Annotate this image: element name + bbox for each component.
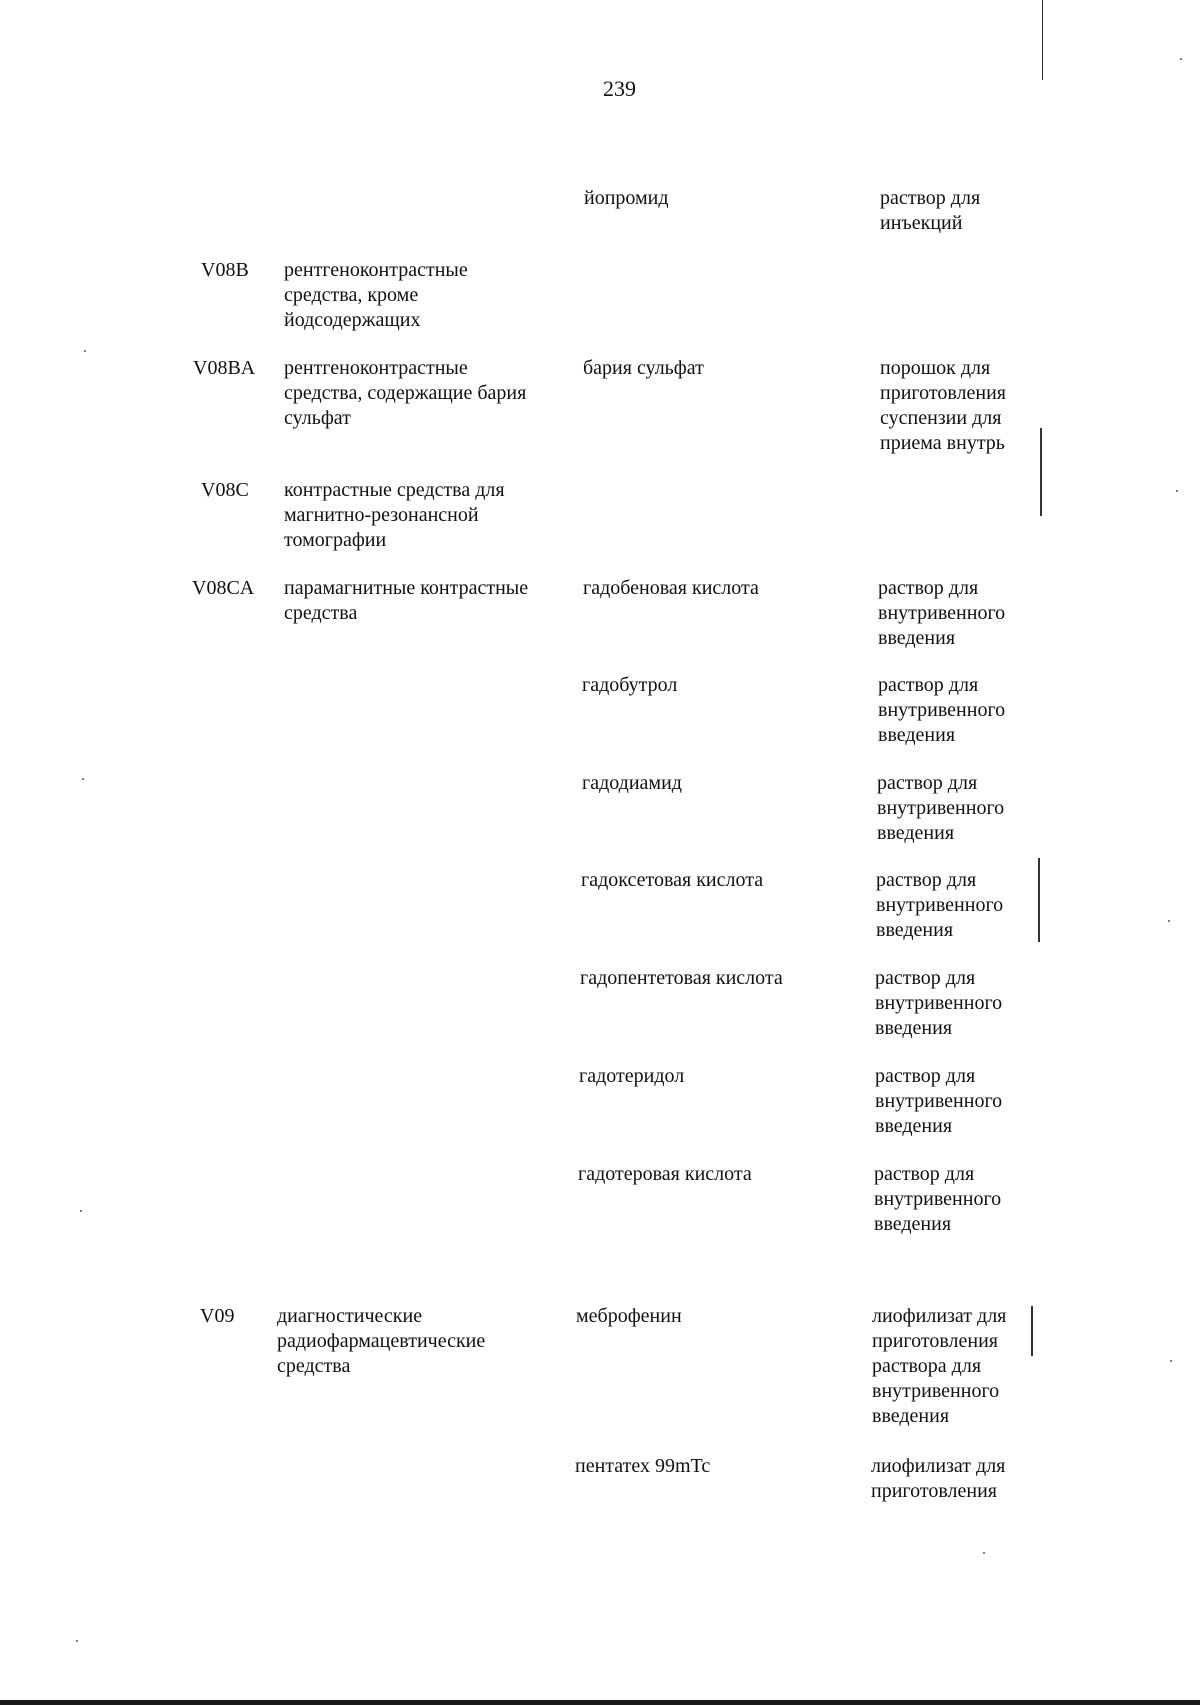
scan-speck (82, 778, 84, 780)
drug-name: меброфенин (576, 1305, 682, 1327)
scan-speck (1176, 490, 1178, 492)
dosage-form-line: введения (878, 627, 956, 649)
atc-description-line: томографии (284, 529, 387, 551)
atc-description-line: рентгеноконтрастные (284, 357, 468, 379)
dosage-form-line: введения (877, 822, 955, 844)
dosage-form-line: внутривенного (872, 1380, 1000, 1402)
drug-name: гадоксетовая кислота (581, 869, 764, 891)
dosage-form (874, 1162, 1034, 1237)
atc-code: V08CA (192, 577, 255, 599)
atc-description-line: йодсодержащих (284, 309, 421, 331)
dosage-form-line: раствор для (874, 1163, 975, 1185)
drug-name: гадотеровая кислота (578, 1163, 752, 1185)
atc-description-line: рентгеноконтрастные (284, 259, 468, 281)
atc-description-line: средства (277, 1355, 351, 1377)
atc-code: V08BA (193, 357, 256, 379)
dosage-form-line: порошок для (880, 357, 991, 379)
drug-name: гадотеридол (579, 1065, 685, 1087)
dosage-form (880, 186, 1040, 236)
dosage-form-line: раствор для (875, 1065, 976, 1087)
scan-speck (1170, 1360, 1172, 1362)
scan-speck (1168, 920, 1170, 922)
dosage-form-line: лиофилизат для (872, 1305, 1007, 1327)
atc-description-line: радиофармацевтические (277, 1330, 486, 1352)
dosage-form-line: раствор для (876, 869, 977, 891)
dosage-form (875, 1064, 1035, 1139)
dosage-form-line: суспензии для (880, 407, 1002, 429)
dosage-form (876, 868, 1036, 943)
dosage-form-line: внутривенного (875, 992, 1003, 1014)
scan-speck (983, 1552, 985, 1554)
dosage-form-line: внутривенного (876, 894, 1004, 916)
dosage-form (872, 1304, 1032, 1429)
drug-name: гадопентетовая кислота (580, 967, 783, 989)
drug-name: гадодиамид (582, 772, 682, 794)
drug-name: гадобутрол (582, 674, 678, 696)
atc-description-line: средства (284, 602, 358, 624)
dosage-form-line: раствор для (877, 772, 978, 794)
scan-speck (76, 1640, 78, 1642)
atc-description-line: магнитно-резонансной (284, 504, 479, 526)
dosage-form-line: введения (876, 919, 954, 941)
dosage-form (878, 576, 1038, 651)
dosage-form-line: введения (878, 724, 956, 746)
scan-edge-line (1031, 1306, 1033, 1356)
scan-speck (80, 1210, 82, 1212)
scan-edge-line (1042, 0, 1043, 80)
atc-code: V08C (201, 479, 249, 501)
dosage-form-line: введения (875, 1115, 953, 1137)
atc-description-line: контрастные средства для (284, 479, 505, 501)
scan-speck (84, 350, 86, 352)
atc-description-line: сульфат (284, 407, 351, 429)
dosage-form-line: приготовления (872, 1330, 998, 1352)
dosage-form-line: инъекций (880, 212, 963, 234)
atc-description (277, 1304, 572, 1379)
drug-name: бария сульфат (583, 357, 704, 379)
dosage-form-line: приема внутрь (880, 432, 1005, 454)
dosage-form (877, 771, 1037, 846)
atc-description (284, 576, 579, 626)
atc-description-line: средства, кроме (284, 284, 419, 306)
dosage-form-line: введения (874, 1213, 952, 1235)
page-number: 239 (603, 76, 636, 101)
atc-description-line: диагностические (277, 1305, 423, 1327)
dosage-form-line: раствор для (880, 187, 981, 209)
scan-bottom-edge (0, 1700, 1200, 1705)
atc-description-line: средства, содержащие бария (284, 382, 527, 404)
dosage-form-line: лиофилизат для (871, 1455, 1006, 1477)
scan-edge-line (1038, 858, 1040, 942)
dosage-form-line: раствор для (878, 577, 979, 599)
dosage-form-line: введения (875, 1017, 953, 1039)
atc-description-line: парамагнитные контрастные (284, 577, 529, 599)
dosage-form-line: введения (872, 1405, 950, 1427)
scan-speck (1180, 58, 1182, 60)
dosage-form-line: внутривенного (877, 797, 1005, 819)
dosage-form-line: раствор для (878, 674, 979, 696)
atc-description (284, 478, 579, 553)
dosage-form-line: приготовления (871, 1480, 997, 1502)
atc-description (284, 356, 579, 431)
dosage-form-line: приготовления (880, 382, 1006, 404)
atc-code: V08B (201, 259, 249, 281)
dosage-form (878, 673, 1038, 748)
dosage-form (875, 966, 1035, 1041)
dosage-form-line: внутривенного (878, 699, 1006, 721)
atc-code: V09 (200, 1305, 235, 1327)
dosage-form (871, 1454, 1031, 1504)
dosage-form-line: внутривенного (875, 1090, 1003, 1112)
dosage-form-line: раствора для (872, 1355, 982, 1377)
dosage-form (880, 356, 1040, 456)
atc-description (284, 258, 579, 333)
dosage-form-line: раствор для (875, 967, 976, 989)
drug-name: йопромид (584, 187, 669, 209)
dosage-form-line: внутривенного (874, 1188, 1002, 1210)
dosage-form-line: внутривенного (878, 602, 1006, 624)
drug-name: гадобеновая кислота (583, 577, 759, 599)
drug-name: пентатех 99mTc (575, 1455, 711, 1477)
scan-edge-line (1040, 428, 1042, 516)
